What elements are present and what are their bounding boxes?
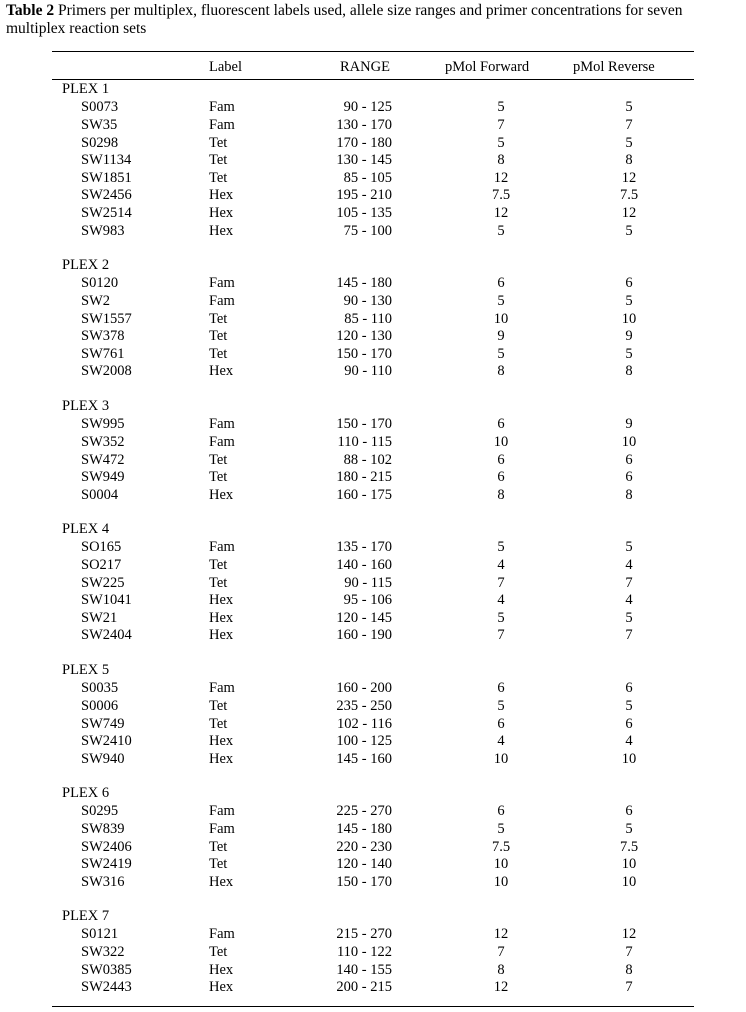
fluorescent-label: Tet <box>209 328 228 345</box>
pmol-forward: 12 <box>493 205 509 221</box>
plex-heading: PLEX 3 <box>62 398 110 414</box>
allele-size-range: 102 - 116 <box>336 715 392 732</box>
allele-size-range: 140 - 155 <box>336 961 392 978</box>
pmol-reverse: 8 <box>625 486 633 503</box>
pmol-forward: 8 <box>497 152 505 169</box>
allele-size-range: 195 - 210 <box>336 187 392 204</box>
pmol-forward: 5 <box>497 345 505 362</box>
pmol-reverse: 10 <box>621 434 637 450</box>
fluorescent-label: Hex <box>209 222 234 239</box>
pmol-forward: 4 <box>497 557 505 573</box>
pmol-reverse: 9 <box>625 416 633 433</box>
fluorescent-label: Hex <box>209 592 234 609</box>
primer-name: SW2406 <box>81 838 132 855</box>
allele-size-range: 160 - 190 <box>336 627 392 644</box>
pmol-forward: 10 <box>493 873 509 890</box>
fluorescent-label: Hex <box>209 187 234 204</box>
primer-name: S0120 <box>81 275 119 292</box>
pmol-forward: 8 <box>497 363 505 380</box>
fluorescent-label: Tet <box>209 451 228 468</box>
pmol-reverse: 7 <box>625 574 633 591</box>
fluorescent-label: Hex <box>209 486 234 503</box>
allele-size-range: 105 - 135 <box>336 205 392 221</box>
primer-name: SW1851 <box>81 169 132 186</box>
fluorescent-label: Fam <box>209 539 235 556</box>
allele-size-range: 95 - 106 <box>343 592 392 609</box>
allele-size-range: 220 - 230 <box>336 838 392 855</box>
allele-size-range: 110 - 115 <box>337 434 392 450</box>
primer-name: SW1557 <box>81 310 132 327</box>
pmol-forward: 6 <box>497 451 505 468</box>
pmol-reverse: 12 <box>621 926 637 943</box>
primer-name: SW839 <box>81 821 125 837</box>
pmol-forward: 12 <box>493 169 509 186</box>
pmol-forward: 10 <box>493 750 509 767</box>
allele-size-range: 120 - 130 <box>336 328 392 345</box>
pmol-forward: 7.5 <box>491 838 511 855</box>
pmol-reverse: 6 <box>625 275 633 292</box>
pmol-reverse: 5 <box>625 698 633 714</box>
fluorescent-label: Tet <box>209 838 228 855</box>
pmol-forward: 12 <box>493 979 509 996</box>
primer-name: SW2410 <box>81 733 132 750</box>
allele-size-range: 160 - 200 <box>336 680 392 697</box>
allele-size-range: 215 - 270 <box>336 926 392 943</box>
pmol-reverse: 7 <box>625 627 633 644</box>
allele-size-range: 200 - 215 <box>336 979 392 996</box>
allele-size-range: 110 - 122 <box>336 944 392 960</box>
allele-size-range: 140 - 160 <box>336 557 392 573</box>
pmol-forward: 5 <box>497 99 505 116</box>
allele-size-range: 135 - 170 <box>336 539 392 556</box>
pmol-reverse: 6 <box>625 803 633 820</box>
allele-size-range: 145 - 180 <box>336 821 392 837</box>
column-header-forward: pMol Forward <box>445 59 530 75</box>
pmol-reverse: 5 <box>625 134 633 151</box>
fluorescent-label: Tet <box>209 152 228 169</box>
pmol-forward: 6 <box>497 803 505 820</box>
plex-heading: PLEX 7 <box>62 908 110 924</box>
primer-name: S0298 <box>81 134 119 151</box>
pmol-reverse: 7 <box>625 117 633 133</box>
pmol-reverse: 7.5 <box>619 838 639 855</box>
pmol-reverse: 7 <box>625 944 633 960</box>
pmol-reverse: 4 <box>625 733 633 750</box>
pmol-forward: 7 <box>497 944 505 960</box>
pmol-reverse: 6 <box>625 680 633 697</box>
fluorescent-label: Fam <box>209 416 235 433</box>
pmol-reverse: 6 <box>625 715 633 732</box>
pmol-reverse: 10 <box>621 856 637 873</box>
fluorescent-label: Tet <box>209 310 228 327</box>
primer-name: SW995 <box>81 416 125 433</box>
fluorescent-label: Hex <box>209 733 234 750</box>
pmol-forward: 6 <box>497 275 505 292</box>
pmol-reverse: 4 <box>625 557 633 573</box>
allele-size-range: 150 - 170 <box>336 416 392 433</box>
primer-name: S0121 <box>81 926 119 943</box>
allele-size-range: 85 - 110 <box>344 310 392 327</box>
primer-name: SW2404 <box>81 627 132 644</box>
plex-heading: PLEX 2 <box>62 257 110 273</box>
primer-name: SW761 <box>81 345 125 362</box>
column-header-range: RANGE <box>340 59 390 75</box>
pmol-reverse: 7.5 <box>619 187 639 204</box>
pmol-forward: 5 <box>497 293 505 309</box>
primer-name: SW21 <box>81 609 118 626</box>
primer-name: SW472 <box>81 451 125 468</box>
pmol-reverse: 6 <box>625 469 633 486</box>
pmol-reverse: 5 <box>625 99 633 116</box>
primer-name: SO165 <box>81 539 122 556</box>
pmol-reverse: 8 <box>625 961 633 978</box>
fluorescent-label: Tet <box>209 134 228 151</box>
fluorescent-label: Tet <box>209 944 228 960</box>
primer-name: SW949 <box>81 469 125 486</box>
pmol-forward: 5 <box>497 698 505 714</box>
fluorescent-label: Hex <box>209 873 234 890</box>
fluorescent-label: Tet <box>209 557 228 573</box>
pmol-forward: 7 <box>497 117 505 133</box>
fluorescent-label: Tet <box>209 856 228 873</box>
pmol-forward: 6 <box>497 680 505 697</box>
primer-name: SW322 <box>81 944 125 960</box>
pmol-reverse: 8 <box>625 152 633 169</box>
pmol-forward: 5 <box>497 134 505 151</box>
allele-size-range: 150 - 170 <box>336 345 392 362</box>
column-header-reverse: pMol Reverse <box>573 59 655 75</box>
pmol-reverse: 6 <box>625 451 633 468</box>
fluorescent-label: Tet <box>209 698 228 714</box>
allele-size-range: 120 - 140 <box>336 856 392 873</box>
allele-size-range: 225 - 270 <box>336 803 392 820</box>
pmol-forward: 7 <box>497 627 505 644</box>
primer-name: SO217 <box>81 557 122 573</box>
primer-name: SW2514 <box>81 205 132 221</box>
fluorescent-label: Hex <box>209 627 234 644</box>
fluorescent-label: Hex <box>209 205 234 221</box>
allele-size-range: 170 - 180 <box>336 134 392 151</box>
fluorescent-label: Tet <box>209 469 228 486</box>
pmol-reverse: 10 <box>621 310 637 327</box>
allele-size-range: 75 - 100 <box>343 222 392 239</box>
fluorescent-label: Tet <box>209 169 228 186</box>
fluorescent-label: Fam <box>209 275 235 292</box>
fluorescent-label: Tet <box>209 715 228 732</box>
pmol-reverse: 10 <box>621 873 637 890</box>
allele-size-range: 130 - 170 <box>336 117 392 133</box>
fluorescent-label: Tet <box>209 574 228 591</box>
primer-name: SW2456 <box>81 187 132 204</box>
allele-size-range: 160 - 175 <box>336 486 392 503</box>
fluorescent-label: Fam <box>209 293 235 309</box>
allele-size-range: 235 - 250 <box>336 698 392 714</box>
pmol-forward: 9 <box>497 328 505 345</box>
primer-name: SW983 <box>81 222 125 239</box>
allele-size-range: 88 - 102 <box>343 451 392 468</box>
pmol-reverse: 10 <box>621 750 637 767</box>
plex-heading: PLEX 6 <box>62 785 110 801</box>
fluorescent-label: Fam <box>209 926 235 943</box>
allele-size-range: 120 - 145 <box>336 609 392 626</box>
primer-name: SW1134 <box>81 152 132 169</box>
pmol-reverse: 7 <box>625 979 633 996</box>
primer-name: SW2 <box>81 293 110 309</box>
primer-name: SW316 <box>81 873 125 890</box>
pmol-reverse: 12 <box>621 169 637 186</box>
primer-name: SW0385 <box>81 961 132 978</box>
allele-size-range: 130 - 145 <box>336 152 392 169</box>
pmol-forward: 8 <box>497 961 505 978</box>
fluorescent-label: Fam <box>209 821 235 837</box>
pmol-forward: 7 <box>497 574 505 591</box>
pmol-reverse: 5 <box>625 821 633 837</box>
pmol-forward: 6 <box>497 416 505 433</box>
allele-size-range: 180 - 215 <box>336 469 392 486</box>
allele-size-range: 145 - 160 <box>336 750 392 767</box>
pmol-forward: 10 <box>493 310 509 327</box>
primer-name: SW352 <box>81 434 125 450</box>
pmol-forward: 4 <box>497 733 505 750</box>
plex-heading: PLEX 1 <box>62 81 110 97</box>
pmol-forward: 10 <box>493 856 509 873</box>
fluorescent-label: Hex <box>209 979 234 996</box>
allele-size-range: 100 - 125 <box>336 733 392 750</box>
pmol-reverse: 5 <box>625 222 633 239</box>
pmol-forward: 5 <box>497 222 505 239</box>
allele-size-range: 90 - 130 <box>343 293 392 309</box>
pmol-reverse: 5 <box>625 609 633 626</box>
table-caption-text: Primers per multiplex, fluorescent labels used, allele size ranges and primer concentrations for seven multiplex reaction sets <box>6 2 683 37</box>
fluorescent-label: Hex <box>209 363 234 380</box>
primer-name: SW2419 <box>81 856 132 873</box>
allele-size-range: 145 - 180 <box>336 275 392 292</box>
pmol-forward: 8 <box>497 486 505 503</box>
pmol-forward: 10 <box>493 434 509 450</box>
allele-size-range: 150 - 170 <box>336 873 392 890</box>
pmol-reverse: 5 <box>625 293 633 309</box>
column-header-label: Label <box>209 59 243 75</box>
primer-name: SW940 <box>81 750 125 767</box>
primer-name: SW35 <box>81 117 118 133</box>
plex-heading: PLEX 4 <box>62 521 110 537</box>
fluorescent-label: Fam <box>209 434 235 450</box>
pmol-reverse: 9 <box>625 328 633 345</box>
primer-name: SW225 <box>81 574 125 591</box>
allele-size-range: 90 - 115 <box>344 574 392 591</box>
fluorescent-label: Fam <box>209 803 235 820</box>
pmol-reverse: 8 <box>625 363 633 380</box>
plex-heading: PLEX 5 <box>62 662 110 678</box>
primer-name: S0035 <box>81 680 119 697</box>
pmol-reverse: 5 <box>625 539 633 556</box>
fluorescent-label: Tet <box>209 345 228 362</box>
pmol-reverse: 5 <box>625 345 633 362</box>
primer-name: SW378 <box>81 328 125 345</box>
allele-size-range: 90 - 125 <box>343 99 392 116</box>
table-caption-label: Table 2 <box>6 2 55 19</box>
fluorescent-label: Hex <box>209 609 234 626</box>
pmol-forward: 5 <box>497 609 505 626</box>
pmol-forward: 5 <box>497 539 505 556</box>
pmol-forward: 5 <box>497 821 505 837</box>
primer-name: S0295 <box>81 803 119 820</box>
primer-name: S0004 <box>81 486 119 503</box>
primer-name: SW2008 <box>81 363 132 380</box>
primer-name: S0006 <box>81 698 119 714</box>
fluorescent-label: Hex <box>209 961 234 978</box>
pmol-forward: 12 <box>493 926 509 943</box>
fluorescent-label: Hex <box>209 750 234 767</box>
allele-size-range: 90 - 110 <box>344 363 392 380</box>
table-bottom-rule <box>52 1006 694 1007</box>
primer-name: S0073 <box>81 99 119 116</box>
primer-name: SW1041 <box>81 592 132 609</box>
pmol-forward: 4 <box>497 592 505 609</box>
allele-size-range: 85 - 105 <box>343 169 392 186</box>
pmol-forward: 7.5 <box>491 187 511 204</box>
pmol-reverse: 12 <box>621 205 637 221</box>
primer-name: SW749 <box>81 715 125 732</box>
pmol-reverse: 4 <box>625 592 633 609</box>
fluorescent-label: Fam <box>209 117 235 133</box>
fluorescent-label: Fam <box>209 680 235 697</box>
pmol-forward: 6 <box>497 715 505 732</box>
pmol-forward: 6 <box>497 469 505 486</box>
primer-name: SW2443 <box>81 979 132 996</box>
fluorescent-label: Fam <box>209 99 235 116</box>
